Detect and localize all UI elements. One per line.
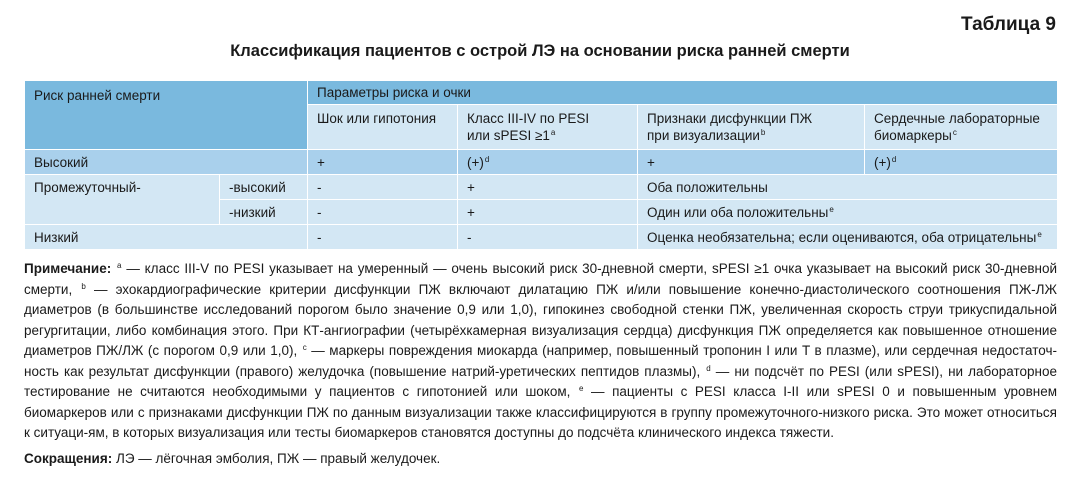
footnote-mark: a [550, 128, 556, 137]
footnote-mark: d [891, 154, 897, 164]
note-c-text: — маркеры повреждения миокарда (например, повышенный тропонин I или T в плазме), или сердечная недостаточ-ность как результат дисфункции (правого) желудочка (повышение натрий-уретических пептидов плазмы), [24, 343, 1057, 379]
abbreviations-label: Сокращения: [24, 451, 113, 466]
header-risk: Риск ранней смерти [25, 81, 308, 150]
table-row-high [25, 150, 1058, 175]
table-title: Классификация пациентов с острой ЛЭ на основании риска ранней смерти [230, 42, 850, 60]
subheader-bio-line1: Сердечные лабораторные [874, 111, 1040, 126]
footnote-mark: b [81, 281, 86, 291]
cell-inter-high-combined: Оба положительны [638, 175, 1058, 200]
header-params: Параметры риска и очки [308, 81, 1058, 105]
cell-low-text: Оценка необязательна; если оцениваются, оба отрицательны [647, 229, 1037, 245]
subheader-pesi [458, 105, 638, 150]
row-label-inter-low: -низкий [220, 200, 308, 225]
note-b-text: — эхокардиографические критерии дисфункции ПЖ включают дилатацию ПЖ и/или повышение конечно-диастолического соотношения ПЖ-ЛЖ диаметров (в большинстве исследований порогом было значение 0,9 или 1,0), гипокинез свободной стенки ПЖ, увеличенная скорость струи трикуспидальной регургитации, либо комбинация этого. При КТ-ангиографии (четырёхкамерная визуализация сердца) дисфункция ПЖ определяется как повышенное отношение диаметров ПЖ/ЛЖ (с порогом 0,9 или 1,0), [24, 281, 1057, 358]
cell-inter-low-combined [638, 200, 1058, 225]
table-header-row [25, 81, 1058, 105]
cell-inter-high-pesi: + [458, 175, 638, 200]
subheader-rv-line1: Признаки дисфункции ПЖ [647, 111, 813, 126]
cell-high-bio [865, 150, 1058, 175]
table-row-intermediate-high [25, 175, 1058, 200]
subheader-pesi-line2: или sPESI ≥1 [467, 128, 550, 143]
row-label-low: Низкий [25, 225, 308, 250]
cell-inter-low-text: Один или оба положительны [647, 204, 829, 220]
footnote-mark: b [760, 128, 766, 137]
table-row-low [25, 225, 1058, 250]
subheader-pesi-line1: Класс III-IV по PESI [467, 111, 590, 126]
cell-inter-low-shock: - [308, 200, 458, 225]
notes-paragraph [24, 259, 1057, 444]
row-label-inter-high: -высокий [220, 175, 308, 200]
cell-low-pesi: - [458, 225, 638, 250]
footnote-mark: d [484, 154, 490, 164]
subheader-rv-line2: при визуализации [647, 128, 760, 143]
cell-high-shock: + [308, 150, 458, 175]
cell-low-shock: - [308, 225, 458, 250]
footnote-mark: c [302, 343, 307, 352]
subheader-shock [308, 105, 458, 150]
footnote-mark: c [952, 128, 957, 137]
notes-label: Примечание: [24, 261, 112, 276]
subheader-biomarkers [865, 105, 1058, 150]
note-e-text: — пациенты с PESI класса I-II или sPESI 0 и повышенным уровнем биомаркеров или с признаками дисфункции ПЖ по данным визуализации также классифицируются в группу промежуточного-низкого риска. Это может относиться к ситуаци-ям, в которых визуализация или тесты биомаркеров становятся доступны до подсчёта клинического индекса тяжести. [24, 384, 1057, 440]
subheader-shock-text: Шок или гипотония [317, 111, 437, 126]
footnote-mark: e [1037, 229, 1042, 239]
row-label-high: Высокий [25, 150, 308, 175]
cell-high-pesi-text: (+) [467, 154, 484, 170]
cell-high-bio-text: (+) [874, 154, 891, 170]
cell-high-pesi [458, 150, 638, 175]
footnote-mark: e [829, 204, 834, 214]
cell-inter-low-pesi: + [458, 200, 638, 225]
note-a-text: — класс III-V по PESI указывает на умеренный — очень высокий риск 30-дневной смерти, sPESI ≥1 очка указывает на высокий риск 30-дневной смерти, [24, 261, 1057, 297]
footnote-mark: a [117, 261, 122, 270]
subheader-rv-dysfunction [638, 105, 865, 150]
note-d-text: — ни подсчёт по PESI (или sPESI), ни лабораторное тестирование не считаются необходимыми у пациентов с гипотонией или шоком, [24, 363, 1057, 399]
abbreviations-text: ЛЭ — лёгочная эмболия, ПЖ — правый желудочек. [112, 451, 441, 466]
footnote-mark: e [578, 384, 584, 393]
abbreviations [24, 451, 440, 466]
risk-classification-table [24, 80, 1058, 250]
cell-low-combined [638, 225, 1058, 250]
table-number: Таблица 9 [960, 14, 1056, 35]
row-label-intermediate: Промежуточный- [25, 175, 220, 225]
footnote-mark: d [706, 363, 711, 373]
cell-high-rv: + [638, 150, 865, 175]
subheader-bio-line2: биомаркеры [874, 128, 952, 143]
cell-inter-high-shock: - [308, 175, 458, 200]
